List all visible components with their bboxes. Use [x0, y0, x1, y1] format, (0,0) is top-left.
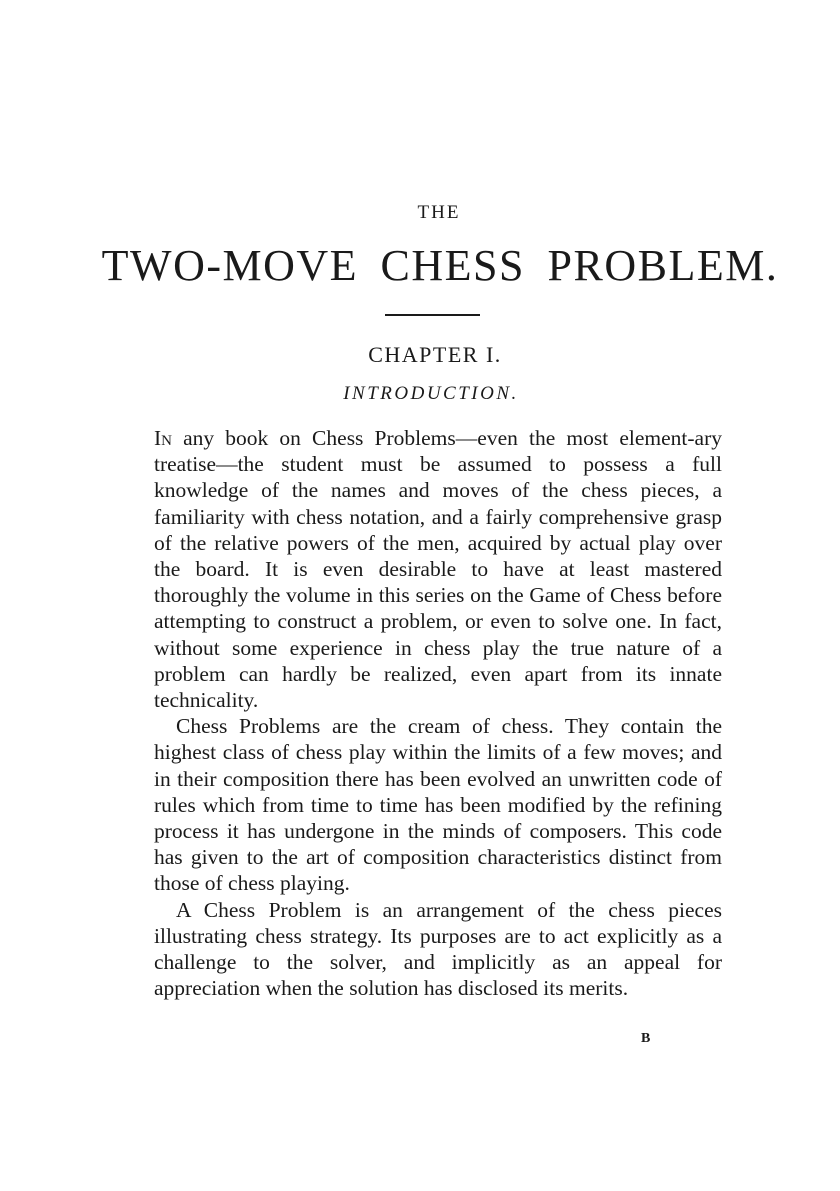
chapter-heading: CHAPTER I.	[368, 342, 502, 367]
paragraph-1	[154, 425, 722, 713]
title-article: THE	[417, 202, 461, 223]
title-divider	[385, 314, 480, 316]
signature-mark: B	[641, 1031, 651, 1046]
paragraph-2: Chess Problems are the cream of chess. They contain the highest class of chess play within the limits of a few moves; and in their composition there has been evolved an unwritten code of rules which from time to time has been modified by the refining process it has undergone in the minds of composers. This code has given to the art of composition characteristics distinct from those of chess playing.	[154, 714, 722, 896]
paragraph-1-lead: In	[154, 426, 172, 450]
body-text	[154, 425, 722, 1001]
section-heading: INTRODUCTION.	[343, 383, 519, 404]
book-title: TWO-MOVE CHESS PROBLEM.	[101, 241, 779, 290]
paragraph-1-text: any book on Chess Problems—even the most element-ary treatise—the student must be assumed to possess a full knowledge of the names and moves of the chess pieces, a familiarity with chess notation, and a fairly comprehensive grasp of the relative powers of the men, acquired by actual play over the board. It is even desirable to have at least mastered thoroughly the volume in this series on the Game of Chess before attempting to construct a problem, or even to solve one. In fact, without some experience in chess play the true nature of a problem can hardly be realized, even apart from its innate technicality.	[154, 426, 722, 713]
paragraph-3: A Chess Problem is an arrangement of the chess pieces illustrating chess strategy. Its purposes are to act explicitly as a challenge to the solver, and implicitly as an appeal for appreciation when the solution has disclosed its merits.	[154, 897, 722, 1001]
